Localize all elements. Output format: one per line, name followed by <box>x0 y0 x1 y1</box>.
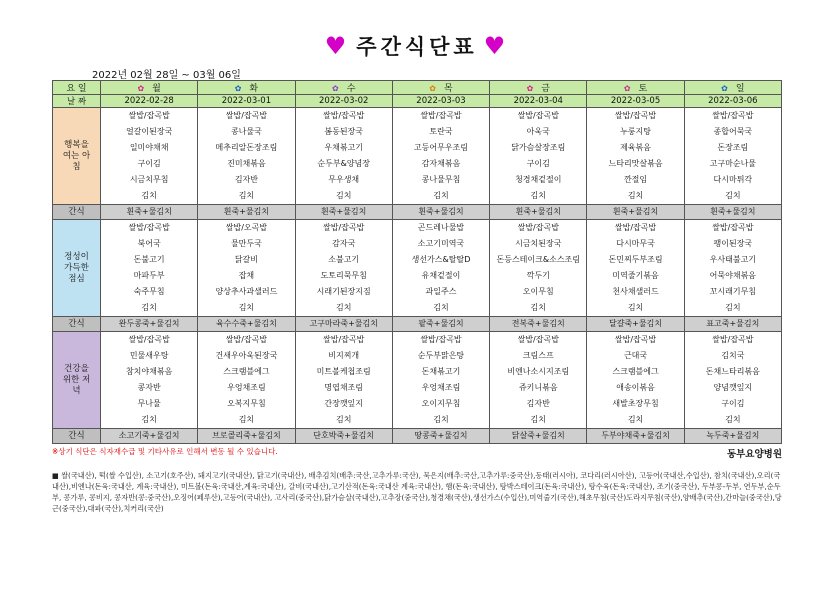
menu-item: 애송이볶음 <box>616 383 655 392</box>
menu-cell <box>684 332 781 429</box>
menu-item: 건새우아욱된장국 <box>215 351 278 360</box>
menu-item: 김치 <box>530 191 546 200</box>
menu-item: 콩자반 <box>137 383 161 392</box>
menu-item: 순두부&양념장 <box>317 159 370 168</box>
snack-cell: 흰죽+물김치 <box>587 205 684 220</box>
menu-item: 쌀밥/잡곡밥 <box>225 335 268 344</box>
flower-icon: ✿ <box>526 84 534 93</box>
snack-cell: 고구마라죽+물김치 <box>295 317 392 332</box>
menu-item: 김치 <box>725 191 741 200</box>
menu-item: 누룽지탕 <box>620 127 651 136</box>
menu-cell <box>392 220 489 317</box>
menu-table <box>52 80 782 444</box>
menu-item: 쌀밥/잡곡밥 <box>323 223 365 232</box>
menu-item: 천사채샐러드 <box>612 287 659 296</box>
menu-item: 시금치무침 <box>129 175 169 184</box>
menu-item: 잡채 <box>238 271 255 280</box>
menu-item: 쌀밥/잡곡밥 <box>225 111 268 120</box>
snack-cell: 닭살죽+물김치 <box>490 429 587 444</box>
snack-cell: 흰죽+물김치 <box>295 205 392 220</box>
snack-label: 간식 <box>53 317 101 332</box>
menu-cell <box>101 332 198 429</box>
snack-cell: 브로콜리죽+물김치 <box>198 429 295 444</box>
menu-item: 쌀밥/잡곡밥 <box>712 223 754 232</box>
menu-item: 다시마튀각 <box>713 175 753 184</box>
menu-item: 제육볶음 <box>620 143 651 152</box>
menu-item: 쌀밥/잡곡밥 <box>420 111 462 120</box>
menu-item: 종합어묵국 <box>713 127 753 136</box>
menu-item: 오이무침 <box>522 287 554 296</box>
menu-item: 소불고기 <box>328 255 360 264</box>
origin-info: ■ 쌀(국내산), 떡(쌀 수입산), 소고기(호주산), 돼지고기(국내산), 닭고기(국내산), 배추김치(배추:국산,고추가루:국산), 묵은지(배추:국산,고추가루:중국산),동태(러시아), 코다리(러시아산), 고등어(국내산,수입산), 참치(국내산),오리(국내산),비엔나(돈육:국내산, 계육:국내산), 미트볼(돈육:국내산,계육:국내산), 갈비(국내산),고기산적(돈육:국내산 계육:국내산), 햄(돈육:국내산), 탕박스테이크(돈육:국내산), 탕수육(돈육:국내산), 조기(중국산), 두부콩-두부, 연두부,순두부, 콩가루, 콩비지, 콩자반(콩:중국산),오징어(페루산),고등어(국내산), 고사리(중국산),닭가슴살(국내산),고추장(중국산),청경채(국산),생선가스(수입산),미역줄기(국산),해초무침(국산)도라지무침(국산),양배추(국산),간마늘(중국산),당근(중국산),대파(국산),치커리(국산) <box>52 471 782 513</box>
flower-icon: ✿ <box>332 84 339 93</box>
date-cell: 2022-03-04 <box>490 95 587 108</box>
menu-item: 스크램블에그 <box>223 367 270 376</box>
menu-item: 순두부맑은탕 <box>417 351 465 360</box>
menu-item: 김치 <box>335 303 352 312</box>
snack-label: 간식 <box>53 205 101 220</box>
menu-cell <box>198 332 295 429</box>
menu-item: 콩나물무침 <box>421 175 461 184</box>
menu-item: 감자채볶음 <box>421 159 461 168</box>
lunch-label <box>53 220 101 317</box>
menu-item: 쌀밥/잡곡밥 <box>614 335 657 344</box>
menu-item: 김자반 <box>234 175 259 184</box>
menu-item: 일미야채채 <box>129 143 169 152</box>
day-cell <box>392 81 489 95</box>
menu-item: 아욱국 <box>526 127 550 136</box>
menu-item: 우엉채조림 <box>421 383 461 392</box>
menu-item: 오이지무침 <box>421 399 461 408</box>
menu-item: 진미채볶음 <box>227 159 266 168</box>
menu-item: 쌀밥/잡곡밥 <box>323 111 365 120</box>
day-cell <box>295 81 392 95</box>
menu-item: 고등어무우조림 <box>413 143 469 152</box>
menu-item: 봄동된장국 <box>324 127 364 136</box>
heart-icon: ♥ <box>483 32 510 60</box>
snack-cell: 육수수죽+물김치 <box>198 317 295 332</box>
menu-item: 김치 <box>433 415 449 424</box>
menu-cell <box>392 332 489 429</box>
day-name: 화 <box>249 84 259 94</box>
date-label: 날 짜 <box>53 95 101 108</box>
menu-item: 김치 <box>141 303 157 312</box>
menu-item: 참치야채볶음 <box>125 367 173 376</box>
menu-item: 김치 <box>725 303 741 312</box>
day-name: 토 <box>638 84 648 94</box>
menu-item: 근대국 <box>623 351 648 360</box>
snack-cell: 완두콩죽+물김치 <box>101 317 198 332</box>
menu-item: 콩나물국 <box>230 127 262 136</box>
menu-item: 쌀밥/잡곡밥 <box>128 111 170 120</box>
menu-item: 김치 <box>627 191 644 200</box>
menu-item: 닭갈비 <box>234 255 259 264</box>
menu-cell <box>392 108 489 205</box>
menu-item: 고구마순나물 <box>709 159 757 168</box>
day-cell <box>198 81 295 95</box>
menu-item: 양상추사과샐러드 <box>215 287 278 296</box>
menu-item: 곤드레나물밥 <box>417 223 465 232</box>
flower-icon: ✿ <box>721 84 728 93</box>
menu-item: 김치 <box>141 191 157 200</box>
menu-item: 명엽채조림 <box>324 383 364 392</box>
menu-item: 얼갈이된장국 <box>125 127 173 136</box>
menu-item: 오복지무침 <box>227 399 266 408</box>
snack-cell: 전복죽+물김치 <box>490 317 587 332</box>
menu-item: 미트볼케첩조림 <box>316 367 371 376</box>
snack-cell: 흰죽+물김치 <box>198 205 295 220</box>
menu-cell <box>101 220 198 317</box>
flower-icon: ✿ <box>429 84 436 93</box>
menu-item: 김치 <box>725 415 741 424</box>
day-cell <box>684 81 781 95</box>
snack-cell: 흰죽+물김치 <box>490 205 587 220</box>
breakfast-row <box>53 108 782 205</box>
menu-item: 간장깻잎지 <box>324 399 364 408</box>
menu-item: 쌀밥/잡곡밥 <box>323 335 365 344</box>
menu-item: 쌀밥/잡곡밥 <box>712 335 754 344</box>
menu-item: 김치 <box>530 303 546 312</box>
menu-item: 청경채겉절이 <box>515 175 562 184</box>
date-cell: 2022-03-02 <box>295 95 392 108</box>
flower-icon: ✿ <box>137 84 145 93</box>
day-cell <box>101 81 198 95</box>
weekly-menu-sheet <box>52 26 782 514</box>
menu-item: 느타리맛살볶음 <box>608 159 663 168</box>
menu-cell <box>587 108 684 205</box>
snack-cell: 흰죽+물김치 <box>101 205 198 220</box>
snack-cell: 팥죽+물김치 <box>392 317 489 332</box>
page-title: 주간식단표 <box>356 35 478 59</box>
menu-item: 김치 <box>433 191 449 200</box>
menu-item: 쌀밥/잡곡밥 <box>420 335 462 344</box>
menu-item: 쌀밥/잡곡밥 <box>517 335 559 344</box>
menu-item: 김치 <box>141 415 157 424</box>
menu-item: 숙주무침 <box>133 287 165 296</box>
day-name: 수 <box>346 84 356 94</box>
menu-cell <box>295 332 392 429</box>
menu-item: 우사태불고기 <box>709 255 757 264</box>
menu-item: 시금치된장국 <box>515 239 562 248</box>
date-cell: 2022-02-28 <box>101 95 198 108</box>
menu-item: 감자국 <box>332 239 356 248</box>
menu-cell <box>587 220 684 317</box>
menu-item: 도토리묵무침 <box>320 271 367 280</box>
menu-item: 구이김 <box>721 399 745 408</box>
menu-item: 물만두국 <box>230 239 262 248</box>
menu-item: 생선가스&탈탈D <box>411 255 471 264</box>
meal-label-text: 건강을 위한 저녁 <box>62 363 91 396</box>
snack-cell: 두부야채죽+물김치 <box>587 429 684 444</box>
menu-item: 돈불고기 <box>133 255 165 264</box>
snack-row <box>53 317 782 332</box>
menu-item: 김치 <box>433 303 449 312</box>
menu-item: 북어국 <box>137 239 161 248</box>
menu-cell <box>490 332 587 429</box>
menu-cell <box>684 108 781 205</box>
menu-item: 김치 <box>530 415 546 424</box>
menu-item: 우채볶고기 <box>324 143 364 152</box>
menu-cell <box>490 108 587 205</box>
menu-item: 김치 <box>238 191 255 200</box>
menu-item: 돈등스테이크&소스조림 <box>496 255 581 264</box>
menu-cell <box>684 220 781 317</box>
menu-item: 돈채느타리볶음 <box>705 367 760 376</box>
menu-item: 마파두부 <box>133 271 165 280</box>
menu-item: 비엔나소시지조림 <box>507 367 570 376</box>
menu-item: 김치 <box>238 415 255 424</box>
menu-item: 쌀밥/잡곡밥 <box>712 111 754 120</box>
date-range: 2022년 02월 28일 ~ 03월 06일 <box>92 70 241 81</box>
menu-item: 쌀밥/잡곡밥 <box>128 223 170 232</box>
snack-label: 간식 <box>53 429 101 444</box>
menu-item: 김치 <box>627 303 644 312</box>
menu-item: 토란국 <box>429 127 453 136</box>
menu-item: 돈장조림 <box>717 143 749 152</box>
date-cell: 2022-03-01 <box>198 95 295 108</box>
menu-cell <box>587 332 684 429</box>
menu-item: 돈민찌두부조림 <box>608 255 663 264</box>
menu-item: 스크램블에그 <box>612 367 659 376</box>
menu-item: 무나물 <box>137 399 161 408</box>
menu-cell <box>198 220 295 317</box>
breakfast-label <box>53 108 101 205</box>
menu-item: 쌀밥/잡곡밥 <box>517 223 559 232</box>
menu-item: 시래기된장지짐 <box>316 287 371 296</box>
menu-item: 김치 <box>335 191 352 200</box>
snack-cell: 흰죽+물김치 <box>392 205 489 220</box>
menu-item: 구이김 <box>526 159 550 168</box>
menu-item: 민물새우탕 <box>129 351 169 360</box>
day-name: 일 <box>735 84 745 94</box>
menu-cell <box>490 220 587 317</box>
day-label: 요 일 <box>53 81 101 95</box>
flower-icon: ✿ <box>623 84 631 93</box>
snack-cell: 땅콩죽+물김치 <box>392 429 489 444</box>
menu-item: 우엉채조림 <box>227 383 266 392</box>
flower-icon: ✿ <box>234 84 242 93</box>
menu-item: 크림스프 <box>522 351 554 360</box>
snack-cell: 소고기죽+물김치 <box>101 429 198 444</box>
menu-item: 김치국 <box>721 351 745 360</box>
menu-item: 유채겉절이 <box>421 271 461 280</box>
menu-item: 미역줄기볶음 <box>612 271 659 280</box>
menu-item: 김치 <box>627 415 644 424</box>
menu-item: 팽이된장국 <box>713 239 753 248</box>
meal-label-text: 정성이 가득한 점심 <box>64 251 89 284</box>
menu-item: 쌀밥/잡곡밥 <box>128 335 170 344</box>
menu-cell <box>295 108 392 205</box>
menu-cell <box>295 220 392 317</box>
menu-item: 구이김 <box>137 159 161 168</box>
snack-cell: 흰죽+물김치 <box>684 205 781 220</box>
menu-item: 깍두기 <box>526 271 550 280</box>
day-header-row <box>53 81 782 95</box>
day-name: 금 <box>541 84 550 94</box>
menu-item: 김치 <box>238 303 255 312</box>
menu-item: 새발초장무침 <box>612 399 659 408</box>
menu-item: 비지찌개 <box>328 351 360 360</box>
menu-item: 다시마무국 <box>616 239 655 248</box>
hospital-name: 동부요양병원 <box>726 449 782 460</box>
menu-item: 돈채볶고기 <box>421 367 461 376</box>
snack-cell: 표고죽+물김치 <box>684 317 781 332</box>
menu-item: 과일주스 <box>425 287 457 296</box>
lunch-row <box>53 220 782 317</box>
snack-cell: 달걀죽+물김치 <box>587 317 684 332</box>
date-cell: 2022-03-05 <box>587 95 684 108</box>
menu-item: 꼬시래기무침 <box>709 287 757 296</box>
menu-item: 쌀밥/오곡밥 <box>225 223 268 232</box>
date-cell: 2022-03-06 <box>684 95 781 108</box>
menu-item: 어묵야채볶음 <box>709 271 757 280</box>
menu-item: 쌀밥/잡곡밥 <box>614 111 657 120</box>
menu-cell <box>101 108 198 205</box>
dinner-row <box>53 332 782 429</box>
date-header-row <box>53 95 782 108</box>
change-notice: ※상기 식단은 식자재수급 및 기타사유로 인해서 변동 될 수 있습니다. <box>52 447 278 456</box>
snack-row <box>53 429 782 444</box>
date-cell: 2022-03-03 <box>392 95 489 108</box>
snack-cell: 단호박죽+물김치 <box>295 429 392 444</box>
menu-item: 김치 <box>335 415 352 424</box>
day-cell <box>490 81 587 95</box>
day-name: 목 <box>443 84 453 94</box>
menu-item: 쌀밥/잡곡밥 <box>614 223 657 232</box>
heart-icon: ♥ <box>324 32 351 60</box>
menu-item: 양념깻잎지 <box>713 383 753 392</box>
menu-item: 소고기미역국 <box>417 239 465 248</box>
day-cell <box>587 81 684 95</box>
snack-row <box>53 205 782 220</box>
menu-item: 쌀밥/잡곡밥 <box>517 111 559 120</box>
menu-item: 닭가슴살장조림 <box>511 143 566 152</box>
snack-cell: 녹두죽+물김치 <box>684 429 781 444</box>
title-row <box>52 26 782 66</box>
day-name: 월 <box>152 84 161 94</box>
menu-item: 김자반 <box>526 399 550 408</box>
menu-item: 쥬키니볶음 <box>518 383 558 392</box>
dinner-label <box>53 332 101 429</box>
menu-cell <box>198 108 295 205</box>
menu-item: 깐절임 <box>623 175 648 184</box>
meal-label-text: 행복을 여는 아침 <box>62 139 91 172</box>
menu-item: 무우생채 <box>328 175 360 184</box>
menu-item: 메추리알돈장조림 <box>215 143 278 152</box>
footer-row <box>52 446 782 460</box>
